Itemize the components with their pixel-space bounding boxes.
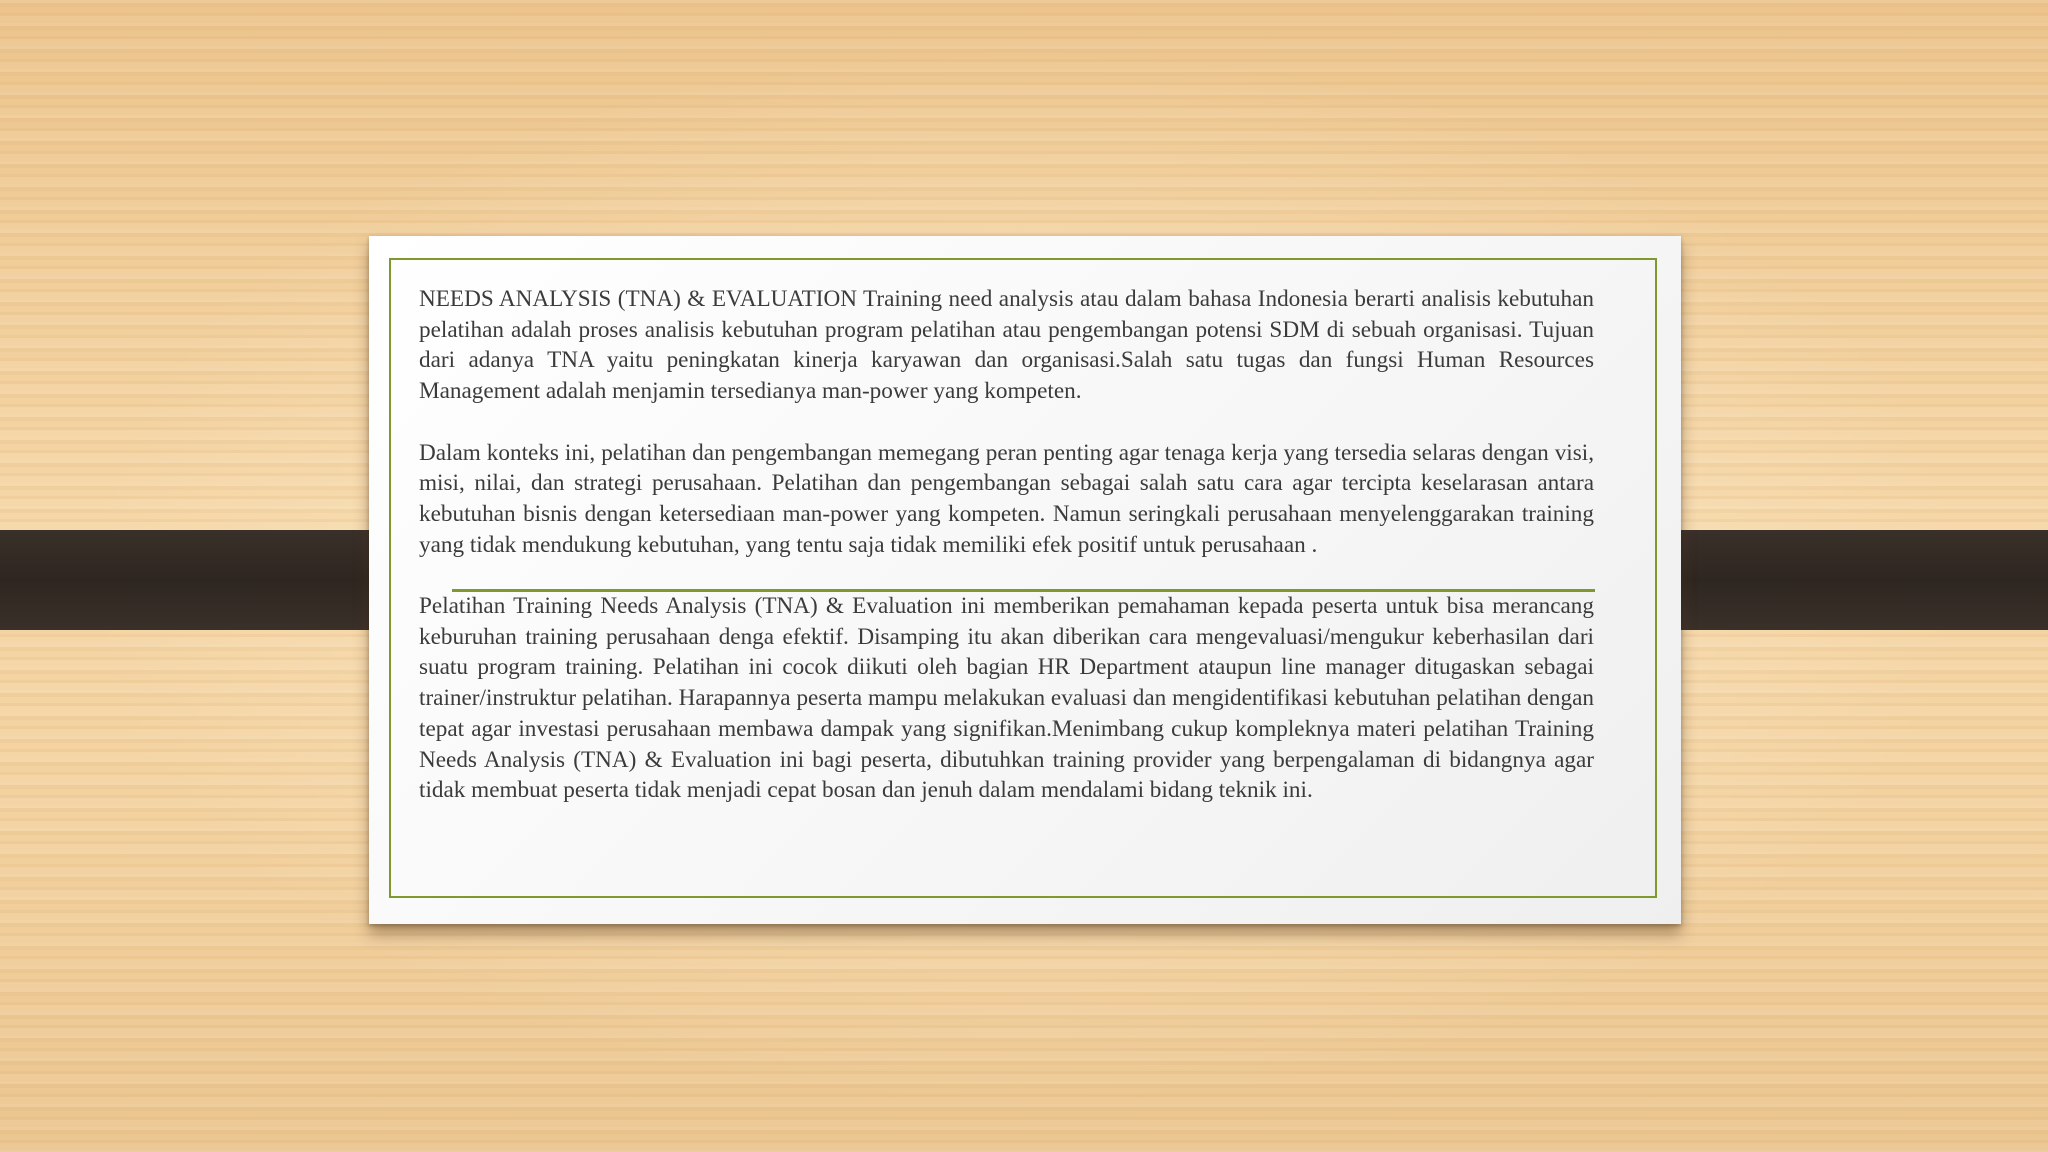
paragraph-training-description: Pelatihan Training Needs Analysis (TNA) & Evaluation ini memberikan pemahaman kepada peserta untuk bisa merancang keburuhan training perusahaan denga efektif. Disamping itu akan diberikan cara mengevaluasi/mengukur keberhasilan dari suatu program training. Pelatihan ini cocok diikuti oleh bagian HR Department ataupun line manager ditugaskan sebagai trainer/instruktur pelatihan. Harapannya peserta mampu melakukan evaluasi dan mengidentifikasi kebutuhan pelatihan dengan tepat agar investasi perusahaan membawa dampak yang signifikan.Menimbang cukup kompleknya materi pelatihan Training Needs Analysis (TNA) & Evaluation ini bagi peserta, dibutuhkan training provider yang berpengalaman di bidangnya agar tidak membuat peserta tidak menjadi cepat bosan dan jenuh dalam mendalami bidang teknik ini. xyxy=(419,593,1594,804)
paragraph-tna-intro: NEEDS ANALYSIS (TNA) & EVALUATION Training need analysis atau dalam bahasa Indonesia berarti analisis kebutuhan pelatihan adalah proses analisis kebutuhan program pelatihan atau pengembangan potensi SDM di sebuah organisasi. Tujuan dari adanya TNA yaitu peningkatan kinerja karyawan dan organisasi.Salah satu tugas dan fungsi Human Resources Management adalah menjamin tersedianya man-power yang kompeten. xyxy=(419,286,1594,405)
left-dark-band xyxy=(0,530,414,630)
right-dark-band xyxy=(1634,530,2048,630)
slide-body-text xyxy=(419,284,1594,806)
paragraph-context: Dalam konteks ini, pelatihan dan pengembangan memegang peran penting agar tenaga kerja yang tersedia selaras dengan visi, misi, nilai, dan strategi perusahaan. Pelatihan dan pengembangan sebagai salah satu cara agar tercipta keselarasan antara kebutuhan bisnis dengan ketersediaan man-power yang kompeten. Namun seringkali perusahaan menyelenggarakan training yang tidak mendukung kebutuhan, yang tentu saja tidak memiliki efek positif untuk perusahaan . xyxy=(419,439,1594,558)
text-card xyxy=(369,236,1681,924)
